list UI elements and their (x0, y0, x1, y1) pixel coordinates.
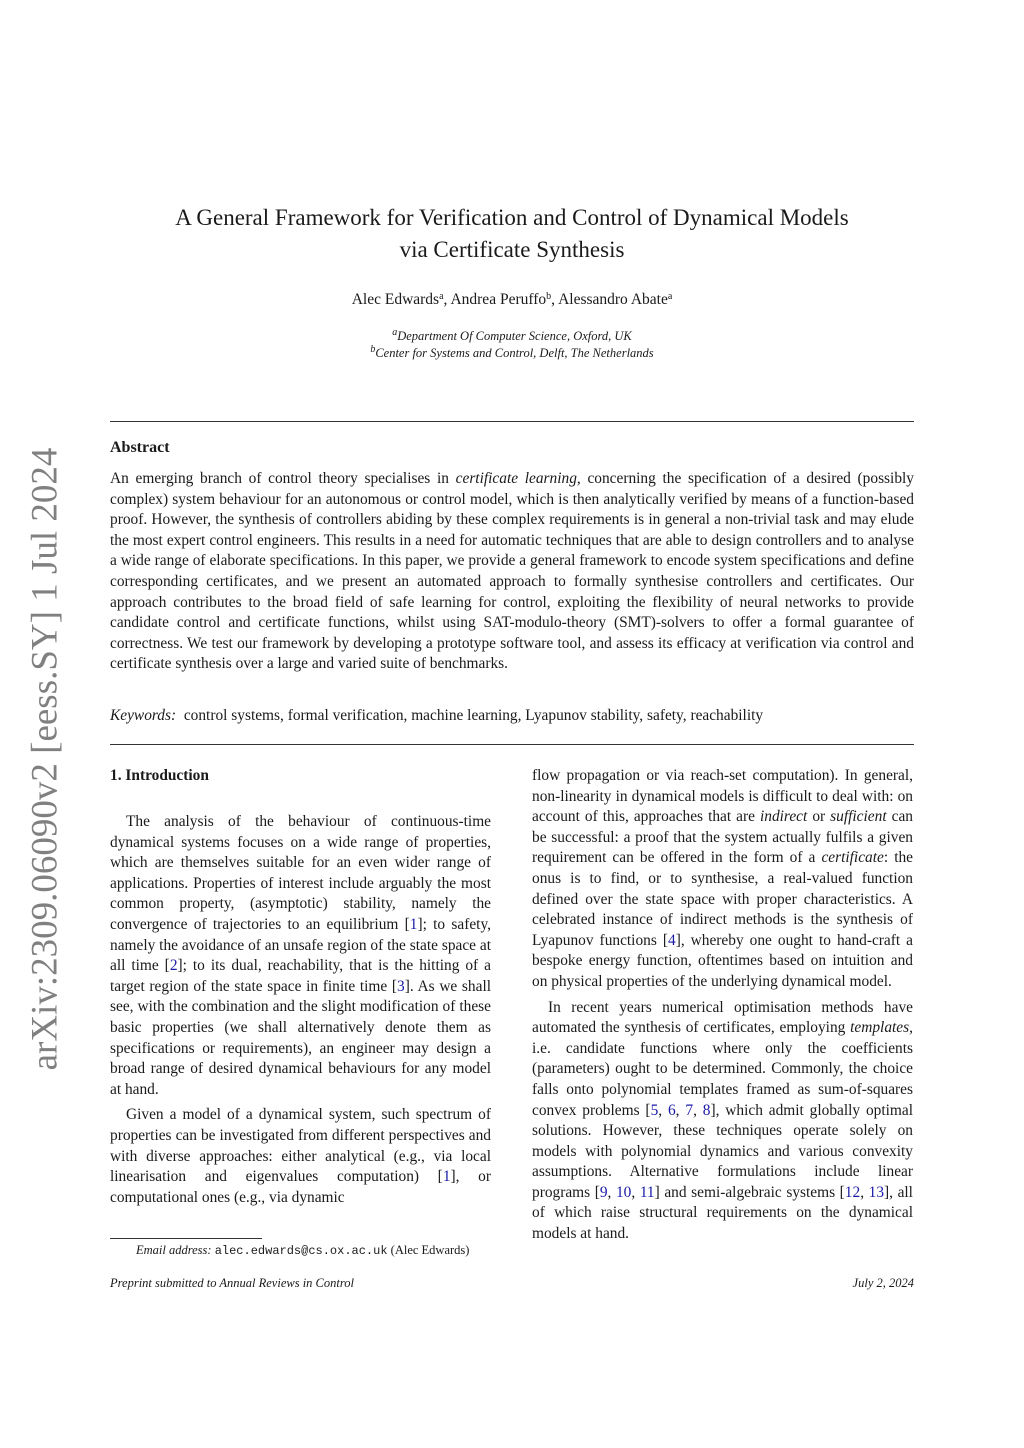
citation-link[interactable]: 11 (639, 1183, 655, 1201)
footer-submission: Preprint submitted to Annual Reviews in Control (110, 1276, 354, 1290)
paragraph: The analysis of the behaviour of continuous-time dynamical systems focuses on a wide range of properties, which are themselves suitable for an even wider range of applications. Properties of interest include arguably the most common property, (asymptotic) stability, namely the convergence of trajectories to an equilibrium [1]; to safety, namely the avoidance of an unsafe region of the state space at all time [2]; to its dual, reachability, that is the hitting of a target region of the state space in finite time [3]. As we shall see, with the combination and the slight modification of these basic properties (we shall alternatively denote them as specifications or requirements), an engineer may design a broad range of desired dynamical behaviours for any model at hand. (110, 813, 491, 1098)
author-list: Alec Edwards$^a$, Andrea Peruffo$^b$, Alessandro Abate$^a$ (351, 291, 673, 308)
affiliation: $^a$Department Of Computer Science, Oxford, UK (392, 327, 632, 343)
arxiv-stamp (22, 447, 68, 1071)
keywords-label: Keywords: (110, 707, 177, 724)
footnote-author: (Alec Edwards) (390, 1243, 470, 1257)
citation-link[interactable]: 10 (615, 1183, 632, 1201)
author-affil-mark: a (667, 291, 673, 302)
citation-link[interactable]: 2 (169, 957, 178, 975)
left-column (110, 766, 491, 1208)
footnote-label: Email address: (136, 1243, 212, 1257)
citation-link[interactable]: 13 (868, 1183, 885, 1201)
citation-link[interactable]: 6 (667, 1101, 676, 1119)
citation-link[interactable]: 1 (442, 1168, 451, 1186)
paragraph: Given a model of a dynamical system, such spectrum of properties can be investigated from different perspectives and with diverse approaches: either analytical (e.g., via local linearisation and eigenvalues computation) [1], or computational ones (e.g., via dynamic (110, 1106, 491, 1206)
citation-link[interactable]: 7 (685, 1101, 694, 1119)
email-address[interactable]: alec.edwards@cs.ox.ac.uk (214, 1244, 388, 1258)
arxiv-identifier: arXiv:2309.06090v2 [eess.SY] 1 Jul 2024 (24, 447, 66, 1071)
citation-link[interactable]: 8 (702, 1101, 711, 1119)
author-name: Alec Edwards (351, 291, 440, 308)
paragraph: flow propagation or via reach-set computation). In general, non-linearity in dynamical models is difficult to deal with: on account of this, approaches that are indirect or sufficient can be successful: a proof that the system actually fulfils a given requirement can be offered in the form of a certificate: the onus is to find, or to synthesise, a real-valued function defined over the state space with proper characteristics. A celebrated instance of indirect methods is the synthesis of Lyapunov functions [4], whereby one ought to hand-craft a bespoke energy function, oftentimes based on intuition and on physical properties of the underlying dynamical model. (532, 767, 914, 990)
citation-link[interactable]: 12 (844, 1183, 861, 1201)
abstract-text: An emerging branch of control theory specialises in certificate learning, concerning the specification of a desired (possibly complex) system behaviour for an autonomous or control model, which is then analytically verified by means of a function-based proof. However, the synthesis of controllers abiding by these complex requirements is in general a non-trivial task and may elude the most expert control engineers. This results in a need for automatic techniques that are able to design controllers and to analyse a wide range of elaborate specifications. In this paper, we provide a general framework to encode system specifications and define corresponding certificates, and we present an automated approach to formally synthesise controllers and certificates. Our approach contributes to the broad field of safe learning for control, exploiting the flexibility of neural networks to provide candidate control and certificate functions, whilst using SAT-modulo-theory (SMT)-solvers to offer a formal guarantee of correctness. We test our framework by developing a prototype software tool, and assess its efficacy at verification via control and certificate synthesis over a large and varied suite of benchmarks. (110, 470, 914, 673)
author-name: Alessandro Abate (558, 291, 668, 308)
author-affil-mark: a (439, 291, 444, 302)
affiliation: $^b$Center for Systems and Control, Delft, The Netherlands (370, 344, 654, 360)
citation-link[interactable]: 5 (650, 1101, 659, 1119)
footnote (110, 1243, 491, 1258)
citation-link[interactable]: 1 (409, 915, 418, 933)
affiliations (110, 328, 914, 362)
title-line-1: A General Framework for Verification and Control of Dynamical Models (175, 205, 849, 230)
author-name: Andrea Peruffo (450, 291, 547, 308)
keywords-text: control systems, formal verification, machine learning, Lyapunov stability, safety, reachability (183, 707, 764, 724)
abstract-heading: Abstract (110, 439, 170, 456)
title-line-2: via Certificate Synthesis (399, 237, 625, 262)
footer-date: July 2, 2024 (852, 1276, 914, 1290)
footnote-divider (110, 1238, 262, 1239)
citation-link[interactable]: 3 (397, 977, 405, 995)
section-heading: 1. Introduction (110, 767, 209, 784)
author-affil-mark: b (546, 291, 552, 302)
divider-bottom (110, 744, 914, 745)
right-column (532, 766, 913, 1245)
keywords (110, 707, 763, 725)
paragraph: In recent years numerical optimisation methods have automated the synthesis of certificates, employing templates, i.e. candidate functions where only the coefficients (parameters) ought to be determined. Commonly, the choice falls onto polynomial templates framed as sum-of-squares convex problems [5, 6, 7, 8], which admit globally optimal solutions. However, these techniques operate solely on models with polynomial dynamics and various convexity assumptions. Alternative formulations include linear programs [9, 10, 11] and semi-algebraic systems [12, 13], all of which raise structural requirements on the dynamical models at hand. (532, 998, 913, 1243)
citation-link[interactable]: 9 (599, 1183, 608, 1201)
divider-top (110, 421, 914, 422)
citation-link[interactable]: 4 (667, 931, 676, 949)
paper-title (110, 202, 914, 266)
